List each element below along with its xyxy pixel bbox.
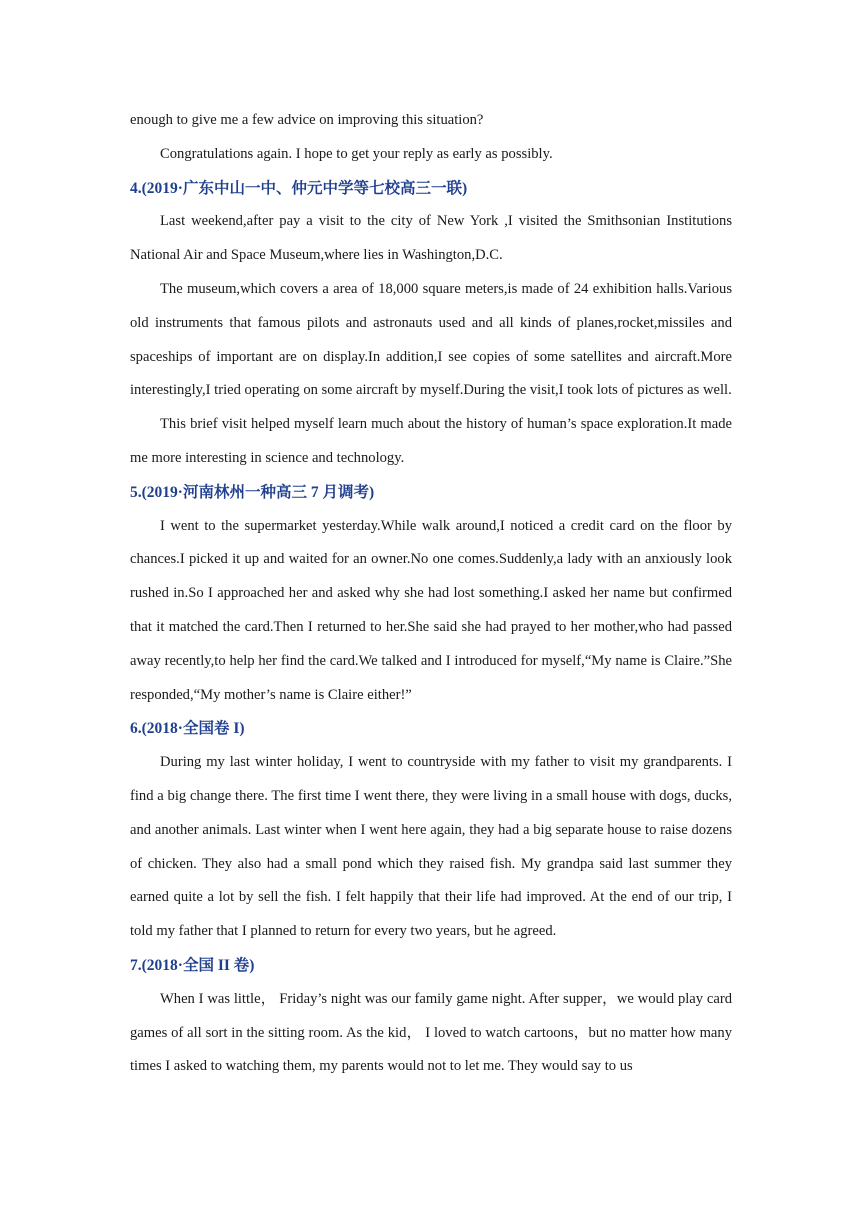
section-4-paragraph-2: The museum,which covers a area of 18,000 square meters,is made of 24 exhibition halls.Various old instruments that famous pilots and astronauts used and all kinds of planes,rocket,missiles and spaceships of important are on display.In addition,I see copies of some satellites and aircraft.More interestingly,I tried operating on some aircraft by myself.During the visit,I took lots of pictures as well.	[130, 280, 732, 399]
section-6-paragraph-1: During my last winter holiday, I went to countryside with my father to visit my grandparents. I find a big change there. The first time I went there, they were living in a small house with dogs, ducks, and another animals. Last winter when I went here again, they had a big separate house to raise dozens of chicken. They also had a small pond which they raised fish. My grandpa said last summer they earned quite a lot by sell the fish. I felt happily that their life had improved. At the end of our trip, I told my father that I planned to return for every two years, but he agreed.	[130, 754, 732, 940]
section-5-paragraph-1: I went to the supermarket yesterday.While walk around,I noticed a credit card on the floor by chances.I picked it up and waited for an owner.No one comes.Suddenly,a lady with an anxiously look rushed in.So I approached her and asked why she had lost something.I asked her name but confirmed that it matched the card.Then I returned to her.She said she had prayed to her mother,who had passed away recently,to help her find the card.We talked and I introduced for myself,“My name is Claire.”She responded,“My mother’s name is Claire either!”	[130, 517, 732, 703]
section-6-heading: 6.(2018·全国卷 I)	[130, 720, 245, 738]
section-4-heading: 4.(2019·广东中山一中、仲元中学等七校高三一联)	[130, 179, 468, 197]
section-7-heading: 7.(2018·全国 II 卷)	[130, 956, 255, 974]
document-page	[130, 104, 732, 1084]
section-5-heading: 5.(2019·河南林州一种高三 7 月调考)	[130, 483, 375, 501]
intro-line-2: Congratulations again. I hope to get your reply as early as possibly.	[160, 145, 553, 162]
intro-line-1: enough to give me a few advice on improving this situation?	[130, 112, 484, 128]
section-7-paragraph-1: When I was little， Friday’s night was our family game night. After supper，we would play card games of all sort in the sitting room. As the kid， I loved to watch cartoons，but no matter how many times I asked to watching them, my parents would not to let me. They would say to us	[130, 990, 732, 1075]
section-4-paragraph-1: Last weekend,after pay a visit to the city of New York ,I visited the Smithsonian Institutions National Air and Space Museum,where lies in Washington,D.C.	[130, 213, 732, 264]
section-4-paragraph-3: This brief visit helped myself learn much about the history of human’s space exploration.It made me more interesting in science and technology.	[130, 416, 732, 466]
